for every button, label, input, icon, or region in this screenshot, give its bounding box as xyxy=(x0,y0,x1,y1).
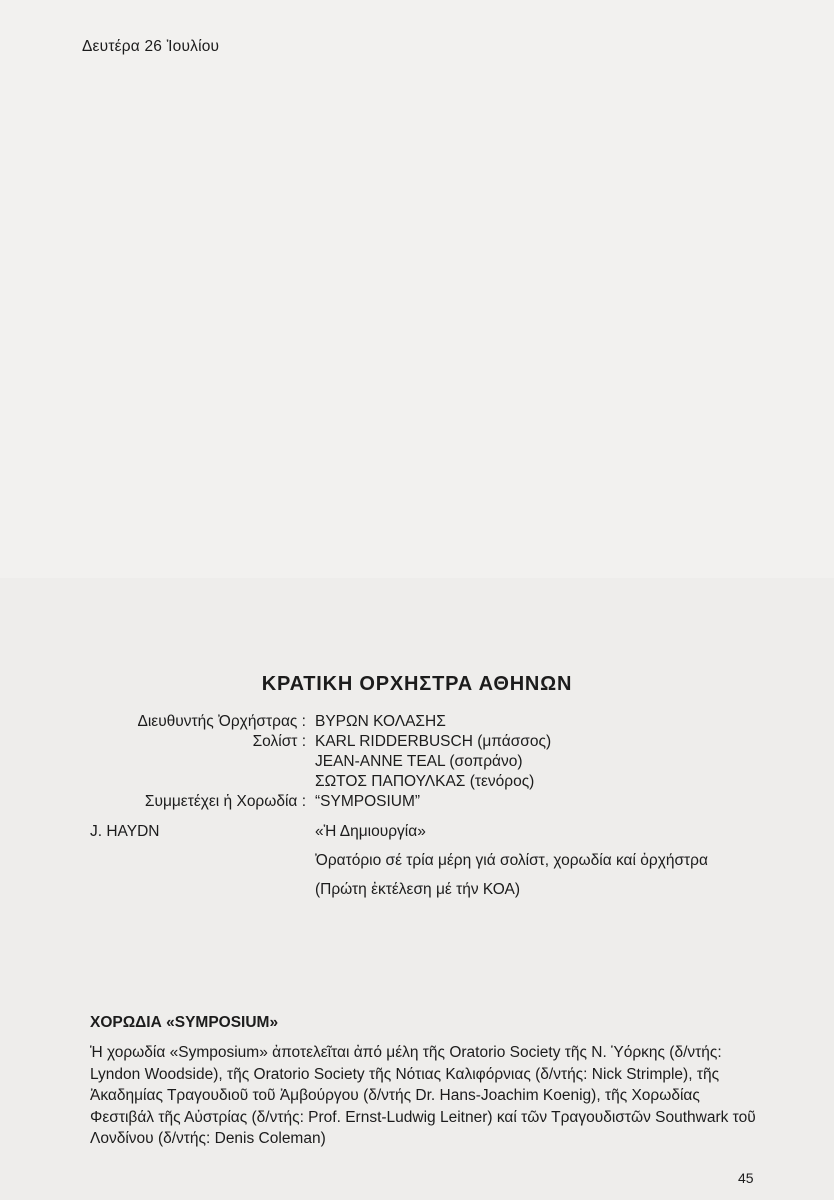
credit-value: “SYMPOSIUM” xyxy=(315,793,421,810)
orchestra-title: ΚΡΑΤΙΚΗ ΟΡΧΗΣΤΡΑ ΑΘΗΝΩΝ xyxy=(261,673,573,695)
work-note: (Πρώτη ἐκτέλεση μέ τήν ΚΟΑ) xyxy=(315,881,521,898)
composer-name: J. HAYDN xyxy=(90,823,160,840)
credit-label: Σολίστ : xyxy=(252,733,306,750)
credit-row xyxy=(0,733,834,753)
credit-value: JEAN-ANNE TEAL (σοπράνο) xyxy=(315,753,523,770)
credit-label: Συμμετέχει ἡ Χορωδία : xyxy=(144,793,306,810)
concert-date: Δευτέρα 26 Ἰουλίου xyxy=(82,38,220,55)
work-title: «Ἡ Δημιουργία» xyxy=(315,823,426,840)
credit-value: ΣΩΤΟΣ ΠΑΠΟΥΛΚΑΣ (τενόρος) xyxy=(315,773,535,790)
credit-row xyxy=(0,713,834,733)
credits-list xyxy=(0,713,834,813)
credit-row xyxy=(0,753,834,773)
credit-value: ΒΥΡΩΝ ΚΟΛΑΣΗΣ xyxy=(315,713,446,730)
work-description: Ὀρατόριο σέ τρία μέρη γιά σολίστ, χορωδία καί ὀρχήστρα xyxy=(315,852,708,869)
work-info xyxy=(315,823,735,899)
page-number: 45 xyxy=(738,1170,754,1186)
credit-row xyxy=(0,793,834,813)
credit-row xyxy=(0,773,834,793)
choir-description: Ἡ χορωδία «Symposium» ἀποτελεῖται ἀπό μέλη τῆς Oratorio Society τῆς Ν. Ὑόρκης (δ/ντής: Lyndon Woodside), τῆς Oratorio Society τῆς Νότιας Καλιφόρνιας (δ/ντής: Nick Strimple), τῆς Ἀκαδημίας Τραγουδιοῦ τοῦ Ἀμβούργου (δ/ντής Dr. Hans-Joachim Koenig), τῆς Χορωδίας Φεστιβάλ τῆς Αὐστρίας (δ/ντής: Prof. Ernst-Ludwig Leitner) καί τῶν Τραγουδιστῶν Southwark τοῦ Λονδίνου (δ/ντής: Denis Coleman) xyxy=(90,1044,756,1147)
credit-label: Διευθυντής Ὀρχήστρας : xyxy=(137,713,306,730)
credit-value: KARL RIDDERBUSCH (μπάσσος) xyxy=(315,733,552,750)
choir-heading: ΧΟΡΩΔΙΑ «SYMPOSIUM» xyxy=(90,1014,279,1031)
